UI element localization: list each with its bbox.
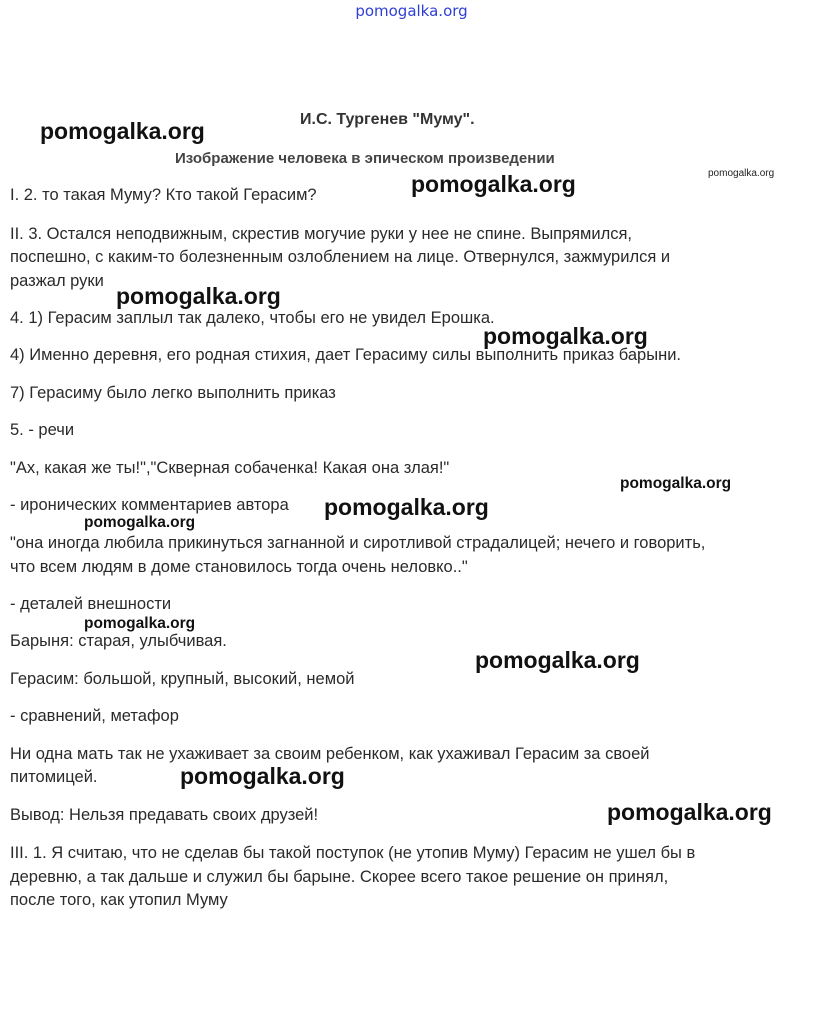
text-line: II. 3. Остался неподвижным, скрестив могучие руки у нее не спине. Выпрямился, [10, 225, 632, 243]
document-subtitle: Изображение человека в эпическом произведении [175, 150, 555, 167]
text-line: что всем людям в доме становилось тогда очень неловко.." [10, 558, 468, 576]
text-line: 7) Герасиму было легко выполнить приказ [10, 384, 336, 402]
text-line: - сравнений, метафор [10, 707, 179, 725]
watermark: pomogalka.org [116, 283, 281, 309]
text-line: Ни одна мать так не ухаживает за своим ребенком, как ухаживал Герасим за своей [10, 745, 650, 763]
text-line: 4) Именно деревня, его родная стихия, дает Герасиму силы выполнить приказ барыни. [10, 346, 681, 364]
text-line: III. 1. Я считаю, что не сделав бы такой поступок (не утопив Муму) Герасим не ушел бы в [10, 844, 696, 862]
watermark: pomogalka.org [411, 171, 576, 197]
text-line: Барыня: старая, улыбчивая. [10, 632, 227, 650]
text-line: после того, как утопил Муму [10, 891, 228, 909]
document-title: И.С. Тургенев "Муму". [300, 111, 475, 128]
text-line: - иронических комментариев автора [10, 496, 289, 514]
text-line: - деталей внешности [10, 595, 172, 613]
watermark: pomogalka.org [607, 799, 772, 825]
watermark: pomogalka.org [483, 323, 648, 349]
text-line: поспешно, с каким-то болезненным озлоблением на лице. Отвернулся, зажмурился и [10, 248, 671, 266]
watermark: pomogalka.org [84, 615, 196, 632]
text-line: деревню, а так дальше и служил бы барыне. Скорее всего такое решение он принял, [10, 868, 669, 886]
watermark: pomogalka.org [84, 514, 196, 531]
watermark: pomogalka.org [620, 475, 732, 492]
site-link[interactable]: pomogalka.org [355, 2, 468, 20]
text-line: "Ах, какая же ты!","Скверная собаченка! Какая она злая!" [10, 459, 450, 477]
text-line: питомицей. [10, 768, 98, 786]
text-line: Герасим: большой, крупный, высокий, немой [10, 670, 355, 688]
watermark: pomogalka.org [40, 118, 205, 144]
watermark: pomogalka.org [180, 763, 345, 789]
watermark: pomogalka.org [708, 168, 775, 179]
watermark: pomogalka.org [475, 647, 640, 673]
text-line: "она иногда любила прикинуться загнанной и сиротливой страдалицей; нечего и говорить, [10, 534, 706, 552]
text-line: Вывод: Нельзя предавать своих друзей! [10, 806, 319, 824]
text-line: I. 2. то такая Муму? Кто такой Герасим? [10, 186, 317, 204]
text-line: 5. - речи [10, 421, 75, 439]
watermark: pomogalka.org [324, 494, 489, 520]
text-line: разжал руки [10, 272, 104, 290]
text-line: 4. 1) Герасим заплыл так далеко, чтобы его не увидел Ерошка. [10, 309, 495, 327]
